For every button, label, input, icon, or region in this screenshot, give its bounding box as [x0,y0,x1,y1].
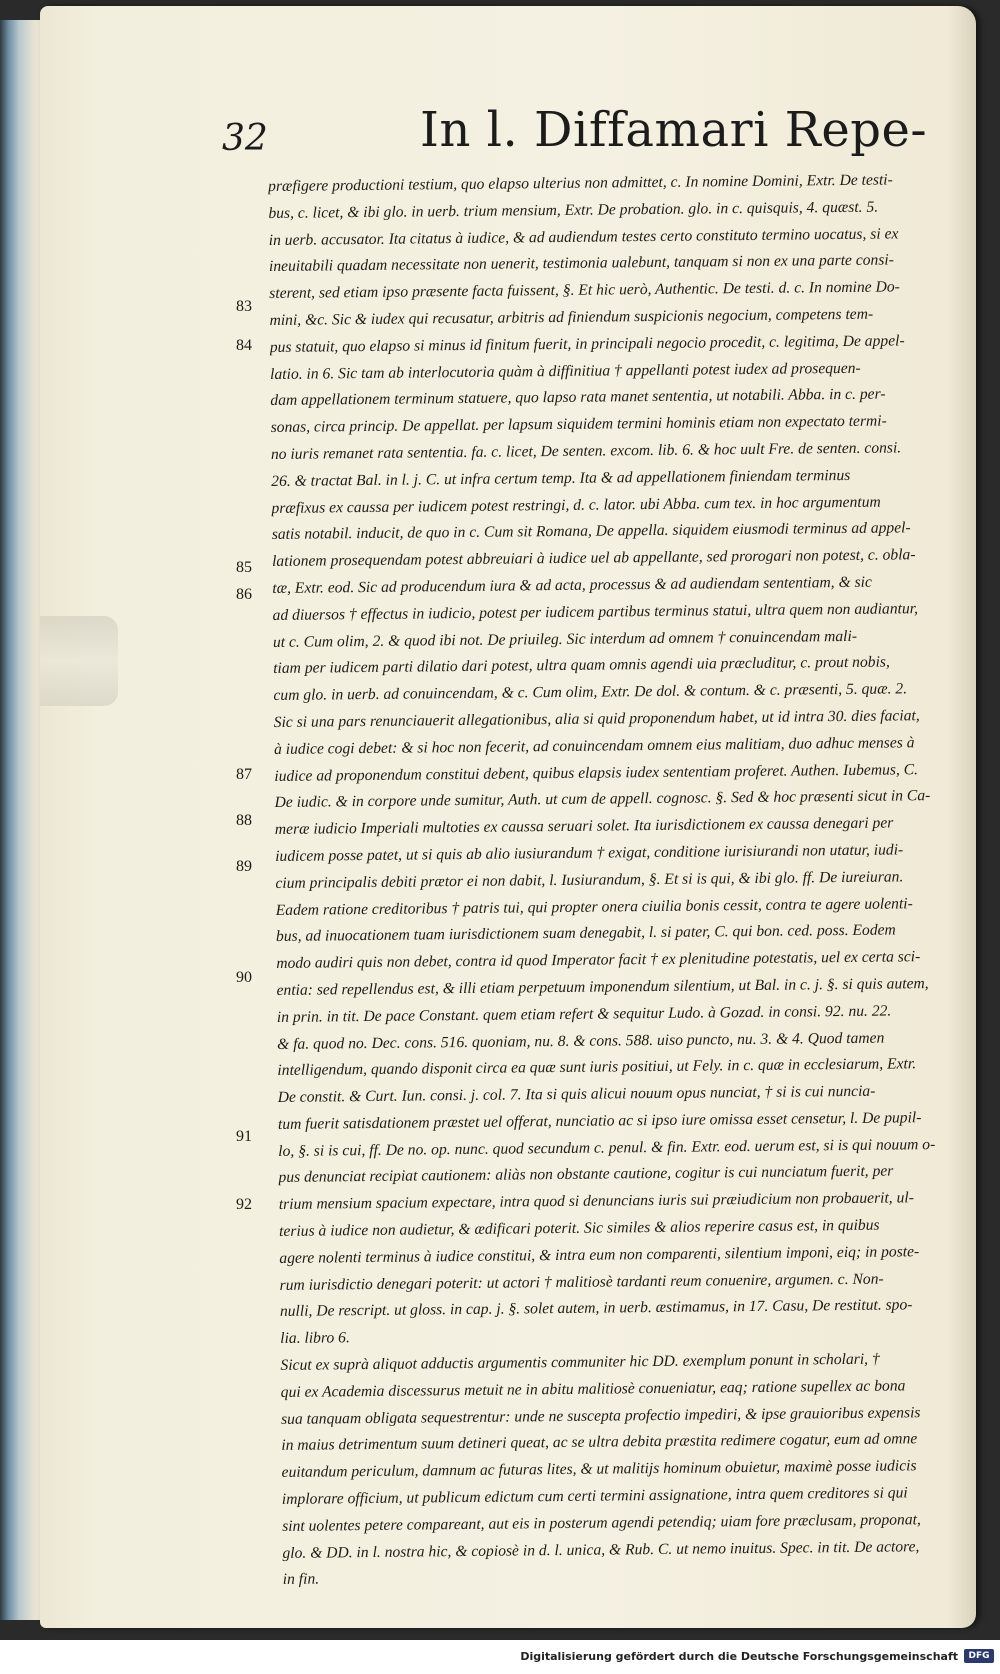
text-line: tum fuerit satisdationem præstet uel offerat, nunciatio ac si ipso iure omissa esset censetur, l. De pupil- [277,1109,922,1133]
marginal-number: 84 [236,337,252,354]
text-line: euitandum periculum, damnum ac futuras lites, & ut malitijs hominum obuietur, maximè posse iudicis [281,1457,917,1482]
text-line: implorare officium, ut publicum edictum cum certi termini assignatione, intra quem creditores si qui [281,1484,908,1508]
text-line: Sicut ex suprà aliquot adductis argumentis communiter hic DD. exemplum ponunt in scholari, † [280,1350,880,1374]
text-line: agere nolenti terminus à iudice constitui, & intra eum non comparenti, silentium imponi, eiq; in poste- [279,1243,920,1267]
text-line: rum iurisdictio denegari poterit: ut actori † malitiosè tardanti reum conuenire, argumen. c. Non- [279,1270,884,1294]
text-line: tæ, Extr. eod. Sic ad producendum iura & ad acta, processus & ad audiendam sententiam, & sic [272,573,872,597]
text-line: sonas, circa princip. De appellat. per lapsum siquidem termini hominis etiam non expectato termi- [270,412,887,437]
text-line: in fin. [282,1570,320,1589]
marginal-number: 90 [236,969,252,986]
text-line: De iudic. & in corpore unde sumitur, Auth. ut cum de appell. cognosc. §. Sed & hoc præsenti sicut in Ca- [274,787,931,812]
book-page [40,6,976,1628]
text-line: Sic si una pars renunciauerit allegationibus, alia si quid proponendum habet, ut id intra 30. dies faciat, [273,707,920,731]
marginal-number: 87 [236,766,252,783]
text-line: ut c. Cum olim, 2. & quod ibi not. De priuileg. Sic interdum ad omnem † conuincendam mali- [272,627,858,651]
text-line: pus statuit, quo elapso si minus id finitum fuerit, in principali negocio procedit, c. legitima, De appel- [269,332,905,356]
funding-credit: Digitalisierung gefördert durch die Deutsche Forschungsgemeinschaft [520,1650,958,1663]
running-title: In l. Diffamari Repe- [420,102,928,158]
text-line: entia: sed repellendus est, & illi etiam perpetuum imponendum silentium, ut Bal. in c. j. §. si quis autem, [276,975,929,999]
text-line: intelligendum, quando disponit circa ea quæ sunt iuris positiui, ut Fely. in c. quæ in ecclesiarum, Extr. [277,1055,917,1080]
text-line: ad diuersos † effectus in iudicio, potest per iudicem partibus terminus statui, ultra quem non audiantur, [272,599,919,624]
text-line: à iudice cogi debet: & si hoc non fecerit, ad conuincendam omnem eius malitiam, duo adhuc menses à [273,733,915,758]
marginal-number: 86 [236,586,252,603]
text-line: in uerb. accusator. Ita citatus à iudice, & ad audiendum testes certo constituto termino uocatus, si ex [268,224,899,249]
clip-mark [40,616,118,706]
text-line: no iuris remanet rata sententia. fa. c. licet, De senten. excom. lib. 6. & hoc uult Fre. de senten. consi. [270,439,902,463]
text-line: Eadem ratione creditoribus † patris tui, qui propter onera ciuilia bonis cessit, contra te agere uolenti- [275,894,913,919]
marginal-number: 83 [236,298,252,315]
text-line: pus denunciat recipiat cautionem: aliàs non obstante cautione, cogitur is cui nunciatum fuerit, per [278,1162,894,1187]
text-line: & fa. quod no. Dec. cons. 516. quoniam, nu. 8. & cons. 588. uiso puncto, nu. 3. & 4. Quod tamen [277,1029,885,1053]
text-line: meræ iudicio Imperiali multoties ex caussa seruari solet. Ita iurisdictionem ex caussa denegari per [274,814,894,839]
text-line: sint uolentes petere compareant, aut eis in posterum agendi petendiq; uiam fore præclusam, proponat, [282,1511,921,1535]
marginal-number: 92 [236,1196,252,1213]
text-line: in prin. in tit. De pace Constant. quem etiam refert & sequitur Ludo. à Gozad. in consi. 92. nu. 22. [276,1002,892,1026]
body-text [268,167,953,1621]
text-line: 26. & tractat Bal. in l. j. C. ut infra certum temp. Ita & ad appellationem finiendam terminus [271,466,851,490]
marginal-number: 89 [236,858,252,875]
page-number: 32 [222,118,268,159]
text-line: bus, ad inuocationem tuam iurisdictionem suam denegabit, l. si pater, C. qui bon. ced. poss. Eodem [275,921,896,946]
text-line: sua tanquam obligata sequestrentur: unde ne suscepta profectio impediri, & ipse grauioribus expensis [280,1403,921,1428]
page-edge-shading [948,6,976,1628]
footer-bar [0,1640,1000,1674]
text-line: mini, &c. Sic & iudex qui recusatur, arbitris ad finiendum suspicionis negocium, competens tem- [269,305,874,329]
text-line: lo, §. si is cui, ff. De no. op. nunc. quod secundum c. penul. & fin. Extr. eod. uerum est, si is qui nouum o- [278,1135,936,1160]
text-line: iudice ad proponendum constitui debent, quibus elapsis iudex sententiam proferet. Authen. Iubemus, C. [274,760,919,785]
marginal-number: 91 [236,1128,252,1145]
marginal-number: 88 [236,812,252,829]
text-line: qui ex Academia discessurus metuit ne in abitu malitiosè conueniatur, eaq; ratione supellex ac bona [280,1377,906,1401]
text-line: terius à iudice non audietur, & ædificari poterit. Sic similes & alios reperire casus est, in quibus [278,1216,880,1241]
dfg-logo: DFG [964,1649,994,1663]
text-line: dam appellationem terminum statuere, quo lapso rata manet sententia, ut notabili. Abba. in c. per- [270,385,886,410]
text-line: modo audiri quis non debet, contra id quod Imperator facit † ex plenitudine potestatis, uel ex certa sci- [276,948,921,973]
text-line: iudicem posse patet, ut si quis ab alio iusiurandum † exigat, conditione iurisiurandi non utatur, iudi- [275,841,904,865]
text-line: latio. in 6. Sic tam ab interlocutoria quàm à diffinitiua † appellanti potest iudex ad prosequen- [270,359,861,383]
text-line: satis notabil. inducit, de quo in c. Cum sit Romana, De appella. siquidem eiusmodi terminus ad appel- [271,519,911,544]
text-line: præfixus ex caussa per iudicem potest restringi, d. c. lator. ubi Abba. cum tex. in hoc argumentum [271,493,881,517]
text-line: in maius detrimentum suum detineri queat, ac se ultra debita præstita redimere cogatur, eum ad omne [281,1430,918,1455]
text-line: glo. & DD. in l. nostra hic, & copiosè in d. l. unica, & Rub. C. ut nemo inuitus. Spec. in tit. De actore, [282,1537,920,1562]
text-line: bus, c. licet, & ibi glo. in uerb. trium mensium, Extr. De probation. glo. in c. quisquis, 4. quæst. 5. [268,198,879,222]
text-line: nulli, De rescript. ut gloss. in cap. j. §. solet autem, in uerb. æstimamus, in 17. Casu, De restitut. spo- [279,1296,913,1321]
text-line: lia. libro 6. [280,1329,350,1348]
text-line: ineuitabili quadam necessitate non uenerit, testimonia ualebunt, tanquam si non ex una parte consi- [268,251,894,276]
text-line: lationem prosequendam potest abbreuiari à iudice uel ab appellante, sed prorogari non potest, c. obla- [271,546,916,571]
text-line: De constit. & Curt. Iun. consi. j. col. 7. Ita si quis alicui nouum opus nunciat, † si is cui nuncia- [277,1082,876,1107]
text-line: præfigere productioni testium, quo elapso ulterius non admittet, c. In nomine Domini, Extr. De testi- [268,171,893,195]
text-line: cium principalis debiti prætor ei non dabit, l. Iusiurandum, §. Et si is qui, & ibi glo. ff. De iureiuran. [275,868,904,892]
marginal-number: 85 [236,559,252,576]
text-line: tiam per iudicem parti dilatio dari potest, ultra quam omnis agendi uia præcluditur, c. prout nobis, [273,653,890,678]
text-line: sterent, sed etiam ipso præsente facta fuissent, §. Et hic uerò, Authentic. De testi. d. c. In nomine Do- [269,278,900,303]
text-line [283,1587,953,1621]
text-line: cum glo. in uerb. ad conuincendam, & c. Cum olim, Extr. De dol. & contum. & c. præsenti, 5. quæ. 2. [273,680,908,705]
text-line: trium mensium spacium expectare, intra quod si denuncians iuris sui præiudicium non probauerit, ul- [278,1189,914,1214]
